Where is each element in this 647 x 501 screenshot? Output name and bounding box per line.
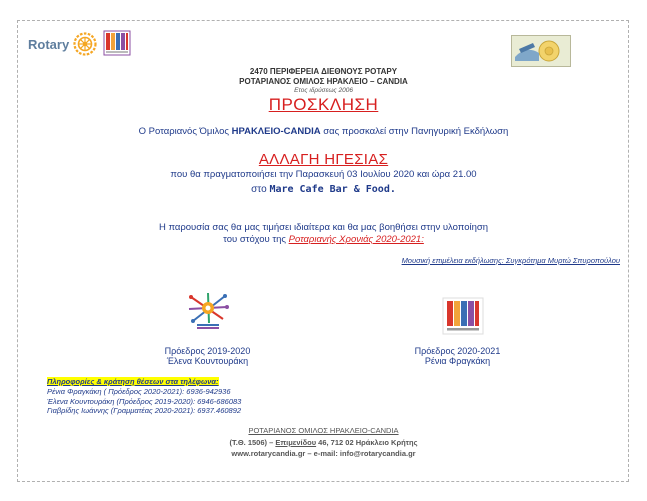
contact-line: Ρένια Φραγκάκη ( Πρόεδρος 2020-2021): 6936-942936 (47, 386, 231, 396)
president-2019 (140, 346, 275, 366)
event-venue (0, 184, 647, 195)
footer-street: Επιμενίδου (275, 438, 317, 447)
footer-address (0, 438, 647, 447)
club-heading: ΡΟΤΑΡΙΑΝΟΣ ΟΜΙΛΟΣ ΗΡΑΚΛΕΙΟ – CANDIA (239, 77, 408, 86)
footer-city: 46, 712 02 Ηράκλειο Κρήτης (316, 438, 418, 447)
venue-prefix: στο (251, 184, 270, 195)
presence-prefix: του στόχου της (223, 234, 289, 245)
event-title: ΑΛΛΑΓΗ ΗΓΕΣΙΑΣ (258, 151, 389, 168)
rotary-wheel-icon (73, 32, 97, 56)
founded-year: Ετος ιδρύσεως 2006 (294, 87, 353, 94)
president-2020-role: Πρόεδρος 2020-2021 (414, 346, 501, 356)
club-emblem-icon (511, 35, 571, 67)
rotary-logo (28, 32, 97, 56)
invite-club: ΗΡΑΚΛΕΙΟ-CANDIA (231, 126, 321, 137)
district-heading: 2470 ΠΕΡΙΦΕΡΕΙΑ ΔΙΕΘΝΟΥΣ ΡΟΤΑΡΥ (249, 67, 398, 76)
rotary-connects-logo-icon (183, 291, 233, 331)
footer-po-box: (Τ.Θ. 1506) – (229, 438, 276, 447)
president-2019-name: Έλενα Κουντουράκη (166, 356, 249, 366)
contact-line: Γιαβρίδης Ιωάννης (Γραμματέας 2020-2021): 6937.460892 (47, 406, 242, 416)
music-credit: Μουσική επιμέλεια εκδήλωσης: Συγκρότημα Μυρτώ Σπυροπούλου (401, 256, 620, 265)
president-2020 (390, 346, 525, 366)
contact-line: Έλενα Κουντουράκη (Πρόεδρος 2019-2020): 6946-686083 (47, 396, 242, 406)
invitation-title: ΠΡΟΣΚΛΗΣΗ (268, 95, 379, 114)
footer-club-name: ΡΟΤΑΡΙΑΝΟΣ ΟΜΙΛΟΣ ΗΡΑΚΛΕΙΟ-CANDIA (248, 426, 399, 435)
contact-heading: Πληροφορίες & κράτηση θέσεων στα τηλέφωνα: (47, 377, 219, 386)
invite-after: σας προσκαλεί στην Πανηγυρική Εκδήλωση (320, 126, 509, 137)
rotary-wordmark: Rotary (28, 36, 70, 52)
presence-line-1: Η παρουσία σας θα μας τιμήσει ιδιαίτερα και θα μας βοηθήσει στην υλοποίηση (158, 222, 489, 233)
presence-line-2 (0, 234, 647, 245)
district-ribbon-icon-2 (442, 297, 484, 335)
venue-name: Mare Cafe Bar & Food. (269, 184, 396, 195)
invite-line (0, 126, 647, 137)
president-2019-role: Πρόεδρος 2019-2020 (164, 346, 251, 356)
invite-before: Ο Ροταριανός Όμιλος (138, 126, 232, 137)
presence-theme: Ροταριανής Χρονιάς 2020-2021: (288, 234, 424, 245)
contact-info (47, 377, 241, 416)
event-date: που θα πραγματοποιήσει την Παρασκευή 03 Ιουλίου 2020 και ώρα 21.00 (170, 169, 477, 180)
district-ribbon-icon (103, 30, 131, 56)
president-2020-name: Ρένια Φραγκάκη (424, 356, 491, 366)
footer-contact[interactable]: www.rotarycandia.gr – e-mail: info@rotarycandia.gr (231, 449, 416, 458)
